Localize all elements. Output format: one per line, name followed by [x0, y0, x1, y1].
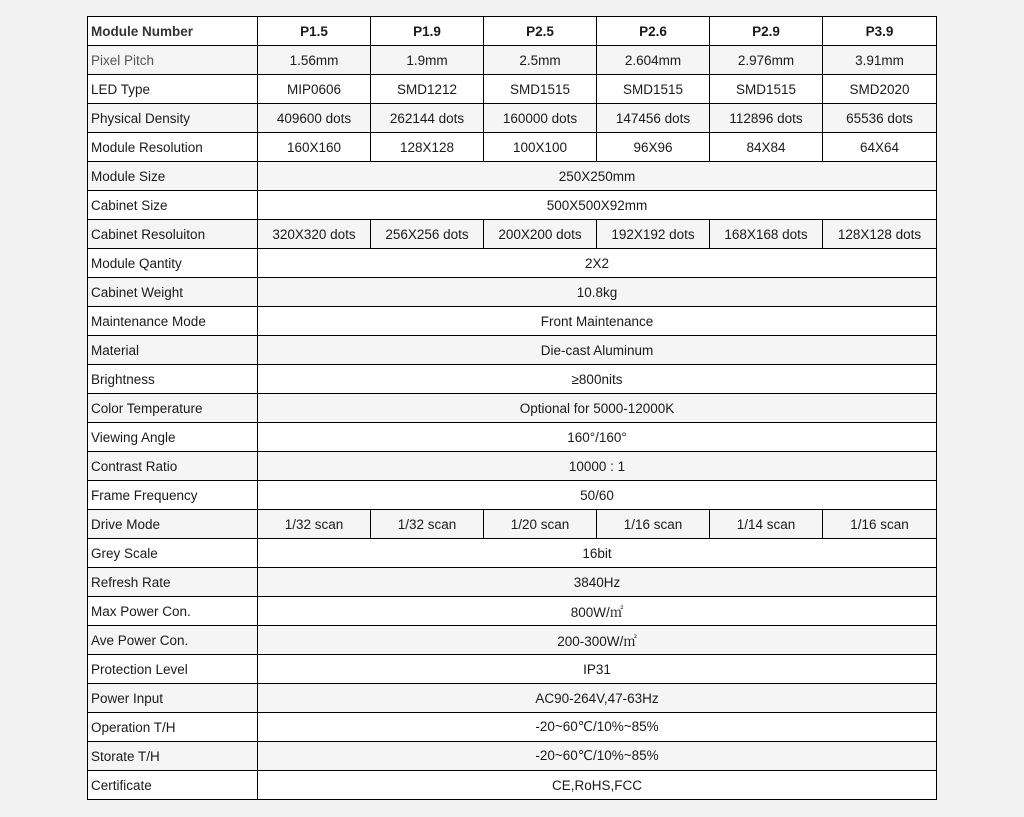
table-cell-merged: ≥800nits	[258, 365, 937, 394]
header-model: P2.6	[597, 17, 710, 46]
table-row	[88, 713, 937, 742]
table-cell: 262144 dots	[371, 104, 484, 133]
row-label: Drive Mode	[88, 510, 258, 539]
table-cell-merged: IP31	[258, 655, 937, 684]
table-cell: 168X168 dots	[710, 220, 823, 249]
table-row	[88, 365, 937, 394]
table-row	[88, 452, 937, 481]
table-row	[88, 742, 937, 771]
table-cell: 2.976mm	[710, 46, 823, 75]
table-cell-merged: 10000 : 1	[258, 452, 937, 481]
table-cell: 2.604mm	[597, 46, 710, 75]
table-cell: 112896 dots	[710, 104, 823, 133]
row-label: Max Power Con.	[88, 597, 258, 626]
table-row	[88, 597, 937, 626]
row-label: Pixel Pitch	[88, 46, 258, 75]
row-label: Refresh Rate	[88, 568, 258, 597]
table-row	[88, 104, 937, 133]
header-label: Module Number	[88, 17, 258, 46]
table-cell-merged: -20~60℃/10%~85%	[258, 742, 937, 771]
table-cell: 1/32 scan	[258, 510, 371, 539]
table-row	[88, 423, 937, 452]
table-cell: 160X160	[258, 133, 371, 162]
table-row	[88, 510, 937, 539]
table-cell: SMD1515	[484, 75, 597, 104]
table-row	[88, 336, 937, 365]
row-label: Module Resolution	[88, 133, 258, 162]
table-cell-merged: 2X2	[258, 249, 937, 278]
table-cell: 200X200 dots	[484, 220, 597, 249]
table-cell: 3.91mm	[823, 46, 937, 75]
table-row	[88, 539, 937, 568]
spec-table-body	[88, 46, 937, 800]
header-model: P2.9	[710, 17, 823, 46]
table-cell: 1/32 scan	[371, 510, 484, 539]
table-cell: 128X128 dots	[823, 220, 937, 249]
table-cell: 160000 dots	[484, 104, 597, 133]
table-row	[88, 133, 937, 162]
table-cell: 65536 dots	[823, 104, 937, 133]
table-cell: SMD1515	[710, 75, 823, 104]
table-cell: 1.56mm	[258, 46, 371, 75]
row-label: Power Input	[88, 684, 258, 713]
row-label: Maintenance Mode	[88, 307, 258, 336]
table-row	[88, 771, 937, 800]
table-cell-merged: 500X500X92mm	[258, 191, 937, 220]
table-cell: 1/20 scan	[484, 510, 597, 539]
table-cell-merged: Front Maintenance	[258, 307, 937, 336]
table-cell-merged: 160°/160°	[258, 423, 937, 452]
table-row	[88, 568, 937, 597]
row-label: Cabinet Resoluiton	[88, 220, 258, 249]
table-cell: SMD1515	[597, 75, 710, 104]
table-cell-merged: -20~60℃/10%~85%	[258, 713, 937, 742]
table-cell-merged: CE,RoHS,FCC	[258, 771, 937, 800]
table-row	[88, 162, 937, 191]
row-label: Cabinet Size	[88, 191, 258, 220]
table-cell: 1/16 scan	[597, 510, 710, 539]
table-row	[88, 655, 937, 684]
row-label: Ave Power Con.	[88, 626, 258, 655]
table-cell: 147456 dots	[597, 104, 710, 133]
table-cell-merged: 10.8kg	[258, 278, 937, 307]
table-cell-merged: 50/60	[258, 481, 937, 510]
table-row	[88, 278, 937, 307]
header-model: P3.9	[823, 17, 937, 46]
table-row	[88, 75, 937, 104]
row-label: Cabinet Weight	[88, 278, 258, 307]
row-label: Module Size	[88, 162, 258, 191]
table-cell: 1/16 scan	[823, 510, 937, 539]
row-label: Physical Density	[88, 104, 258, 133]
table-cell: 96X96	[597, 133, 710, 162]
table-cell: SMD1212	[371, 75, 484, 104]
row-label: Protection Level	[88, 655, 258, 684]
table-cell: 1.9mm	[371, 46, 484, 75]
table-cell: 100X100	[484, 133, 597, 162]
row-label: Frame Frequency	[88, 481, 258, 510]
table-row	[88, 46, 937, 75]
row-label: Color Temperature	[88, 394, 258, 423]
table-cell-merged: Optional for 5000-12000K	[258, 394, 937, 423]
table-row	[88, 191, 937, 220]
table-cell-merged: 200-300W/㎡	[258, 626, 937, 655]
table-row	[88, 307, 937, 336]
spec-table	[87, 16, 937, 800]
table-cell: 192X192 dots	[597, 220, 710, 249]
table-cell-merged: 800W/㎡	[258, 597, 937, 626]
row-label: Storate T/H	[88, 742, 258, 771]
row-label: LED Type	[88, 75, 258, 104]
table-cell-merged: Die-cast Aluminum	[258, 336, 937, 365]
table-cell: 128X128	[371, 133, 484, 162]
table-row	[88, 394, 937, 423]
table-row	[88, 220, 937, 249]
header-model: P1.9	[371, 17, 484, 46]
table-cell: 64X64	[823, 133, 937, 162]
table-cell-merged: AC90-264V,47-63Hz	[258, 684, 937, 713]
row-label: Operation T/H	[88, 713, 258, 742]
table-cell-merged: 250X250mm	[258, 162, 937, 191]
row-label: Material	[88, 336, 258, 365]
table-cell: 409600 dots	[258, 104, 371, 133]
table-row	[88, 626, 937, 655]
table-row	[88, 684, 937, 713]
table-cell: 320X320 dots	[258, 220, 371, 249]
table-cell: SMD2020	[823, 75, 937, 104]
table-header-row	[88, 17, 937, 46]
table-cell: 2.5mm	[484, 46, 597, 75]
row-label: Module Qantity	[88, 249, 258, 278]
table-cell-merged: 16bit	[258, 539, 937, 568]
row-label: Contrast Ratio	[88, 452, 258, 481]
row-label: Viewing Angle	[88, 423, 258, 452]
header-model: P2.5	[484, 17, 597, 46]
row-label: Brightness	[88, 365, 258, 394]
table-row	[88, 249, 937, 278]
table-cell: 84X84	[710, 133, 823, 162]
row-label: Grey Scale	[88, 539, 258, 568]
table-cell: MIP0606	[258, 75, 371, 104]
table-cell: 256X256 dots	[371, 220, 484, 249]
row-label: Certificate	[88, 771, 258, 800]
table-cell: 1/14 scan	[710, 510, 823, 539]
table-row	[88, 481, 937, 510]
header-model: P1.5	[258, 17, 371, 46]
table-cell-merged: 3840Hz	[258, 568, 937, 597]
